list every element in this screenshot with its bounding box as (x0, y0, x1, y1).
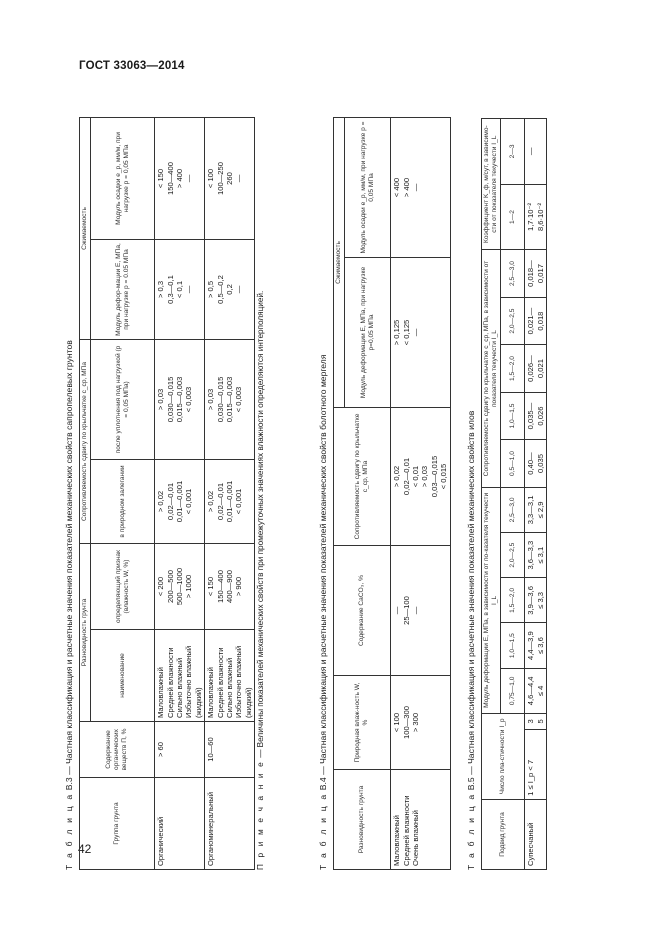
cell-e-value: 4,4—3,9 ≤ 3,6 (525, 623, 547, 668)
table-b5-caption (466, 118, 477, 870)
cell-group: Органоминеральный (205, 778, 255, 870)
shear-values: > 0,02 0,02—0,01 < 0,01 (392, 457, 421, 496)
cell-shear-natural: > 0,02 0,02—0,01 0,01—0,001 < 0,001 (205, 460, 255, 544)
cell-e-value: 3,9—3,6 ≤ 3,3 (525, 578, 547, 623)
cell-deformation: > 0,125 < 0,125 — (391, 258, 450, 408)
cell-organic: > 60 (155, 722, 205, 778)
header-shear-resistance: Сопротивляемость сдвигу по крыльчатке c_ср, МПа (80, 339, 91, 543)
cell-group: Органический (155, 778, 205, 870)
caption-text: В.4 — Частная классификация и расчетные значения показателей механических свойств болотного мергеля (318, 354, 328, 791)
header-range: 0,5—1,0 (501, 440, 525, 487)
note-prefix: П р и м е ч а н и е (256, 760, 266, 870)
cell-deformation: > 0,3 0,3—0,1 < 0,1 — (155, 239, 205, 339)
caption-text: В.3 — Частная классификация и расчетные значения показателей механических свойств сапропелевых грунтов (64, 340, 74, 791)
header-coefficient: Коэффициент K_ф, м/сут, в зависимо-сти от показателя текучести I_L (482, 119, 501, 250)
header-range: 0,75—1,0 (501, 668, 525, 713)
cell-moisture: < 150 150—400 400—900 > 900 (205, 544, 255, 630)
header-range: 2,0—2,5 (501, 297, 525, 344)
header-variety: Разновидность грунта (334, 770, 391, 870)
caption-prefix: Т а б л и ц а (466, 792, 476, 870)
cell-deformation: > 0,5 0,5—0,2 0,2 — (205, 239, 255, 339)
table-row (205, 117, 255, 869)
header-modulus: Модуль деформации Е, МПа, в зависимости от по-казателя текучести I_L (482, 487, 501, 713)
header-range: 1,5—2,0 (501, 345, 525, 392)
caption-prefix: Т а б л и ц а (64, 792, 74, 870)
table-b3-note (256, 117, 266, 870)
cell-subtype: Супесчаный (525, 799, 547, 869)
table-b3 (79, 117, 255, 870)
cell-moisture: < 100 100—300 > 300 (391, 676, 450, 770)
table-b3-caption (64, 117, 75, 870)
table-b3-block (64, 117, 266, 870)
table-row (391, 117, 450, 869)
header-shear: Сопротивляемость сдвигу по крыльчатке c_ср, МПа (334, 408, 391, 546)
header-after-compaction: после уплотнения под нагрузкой (p = 0,05 МПа) (91, 339, 155, 459)
table-b5 (481, 118, 547, 870)
rotated-page-content (60, 80, 620, 870)
caption-prefix: Т а б л и ц а (318, 792, 328, 870)
cell-c-value: 0,026— 0,021 (525, 345, 547, 392)
header-subtype: Подвид грунта (482, 799, 525, 869)
table-b4 (333, 117, 451, 870)
header-settlement: Модуль осадки e_p, мм/м, при нагрузке p = 0,05 МПа (345, 117, 391, 257)
cell-e-value: 3,3—3,1 ≤ 2,9 (525, 487, 547, 532)
document-code: ГОСТ 33063—2014 (79, 60, 185, 72)
cell-c-value: 0,40— 0,035 (525, 440, 547, 487)
cell-shear-compacted: > 0,03 0,030—0,015 0,015—0,003 < 0,003 (205, 339, 255, 459)
header-compressibility: Сжимаемость (80, 117, 91, 339)
caption-text: В.5 — Частная классификация и расчетные значения показателей механических свойств илов (466, 410, 476, 791)
table-row (525, 119, 547, 870)
header-range: 2—3 (501, 119, 525, 185)
header-range: 1—2 (501, 184, 525, 250)
cell-shear-natural: > 0,02 0,02—0,01 0,01—0,001 < 0,001 (155, 460, 205, 544)
header-range: 2,5—3,0 (501, 487, 525, 532)
note-text: — Величины показателей механических свойств при промежуточных значениях влажности определяются интерполяцией. (256, 290, 266, 758)
cell-plasticity: 1 ≤ I_p < 7 (525, 729, 547, 799)
cell-names: Маловлажный Средней влажности Сильно влажный Избыточно влажный (жидкий) (155, 630, 205, 722)
cell-c-value: 0,035— 0,026 (525, 392, 547, 439)
cell-names: Маловлажный Средней влажности Сильно влажный Избыточно влажный (жидкий) (205, 630, 255, 722)
header-range: 2,0—2,5 (501, 533, 525, 578)
cell-settlement: < 100 100—250 260 — (205, 117, 255, 239)
header-range: 1,0—1,5 (501, 392, 525, 439)
table-b4-block (318, 117, 451, 870)
cell-c-value: 0,018— 0,017 (525, 250, 547, 298)
table-row (155, 117, 205, 869)
header-moisture: Природная влаж-ность W, % (334, 676, 391, 770)
page-number: 42 (78, 842, 92, 856)
cell-k-value: 1,7·10⁻² 8,6·10⁻² (525, 184, 547, 250)
header-shear: Сопротивляемость сдвигу по крыльчатке c_ср, МПа, в зависимости от показателя текучести I_L (482, 250, 501, 488)
header-variety: Разновидность грунта (80, 544, 91, 722)
cell-e-value: 3,6—3,3 ≤ 3,1 (525, 533, 547, 578)
header-range: 1,0—1,5 (501, 623, 525, 668)
header-caco3: Содержание CaCO₃, % (334, 546, 391, 676)
cell-caco3: — 25—100 — (391, 546, 450, 676)
cell-c-value: 0,021— 0,018 (525, 297, 547, 344)
header-range: 2,5—3,0 (501, 250, 525, 298)
cell-moisture: < 200 200—500 500—1000 > 1000 (155, 544, 205, 630)
header-range: 1,5—2,0 (501, 578, 525, 623)
shear-values-alt: > 0,03 0,03—0,015 < 0,015 (420, 455, 449, 498)
cell-shear (391, 408, 450, 546)
header-plasticity: Число пла-стичности I_p (482, 713, 525, 799)
cell-shear-compacted: > 0,03 0,030—0,015 0,015—0,003 < 0,003 (155, 339, 205, 459)
header-group: Группа грунта (80, 778, 155, 870)
header-naming: наименование (91, 630, 155, 722)
cell-extra: 3 5 (525, 713, 547, 729)
cell-settlement: < 400 > 400 — (391, 117, 450, 257)
header-compressibility: Сжимаемость (334, 117, 345, 407)
header-deformation: Модуль деформации Е, МПа, при нагрузке p=0,05 МПа (345, 258, 391, 408)
cell-k-value: — (525, 119, 547, 185)
header-settlement-modulus: Модуль осадки e_p, мм/м, при нагрузке p = 0,05 МПа (91, 117, 155, 239)
header-deformation-modulus: Модуль дефор-мации Е, МПа, при нагрузке p = 0.05 МПа (91, 239, 155, 339)
table-b4-caption (318, 117, 329, 870)
cell-e-value: 4,6—4,4 ≤ 4 (525, 668, 547, 713)
cell-organic: 10—60 (205, 722, 255, 778)
header-defining-feature: определяющий признак (влажность W, %) (91, 544, 155, 630)
header-natural-bedding: в природном залегании (91, 460, 155, 544)
cell-variety: Маловлажный Средней влажности Очень влажный (391, 770, 450, 870)
header-organic-content: Содержание органических веществ П, % (80, 722, 155, 778)
table-b5-block (466, 118, 547, 870)
cell-settlement: < 150 150—400 > 400 — (155, 117, 205, 239)
